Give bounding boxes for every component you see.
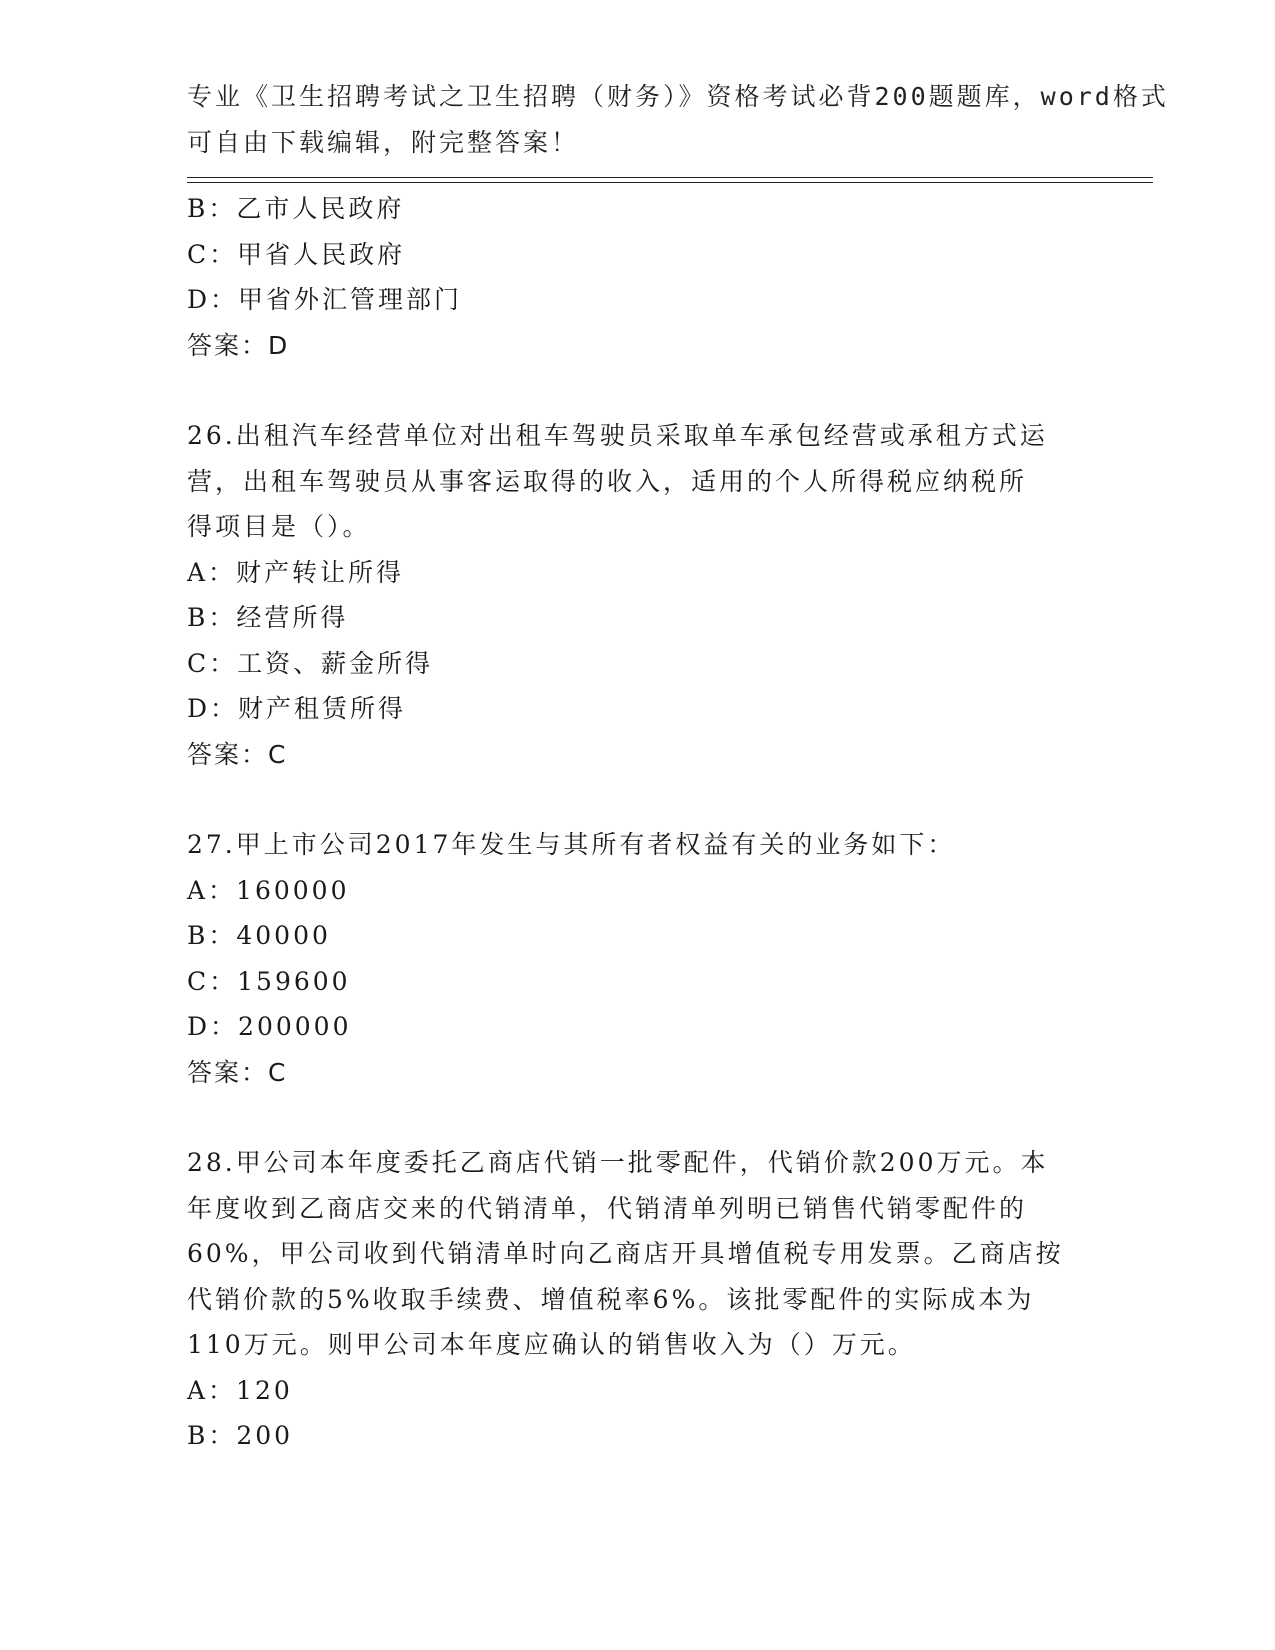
option-b: B：200 (187, 1421, 294, 1450)
question-27 (187, 822, 1087, 1095)
spacer (187, 368, 1087, 413)
header-divider-bottom (187, 182, 1153, 183)
option-b: B：乙市人民政府 (187, 194, 405, 223)
answer-line: 答案：C (187, 1057, 288, 1087)
option-b: B：经营所得 (187, 603, 349, 632)
question-stem-line: 27.甲上市公司2017年发生与其所有者权益有关的业务如下： (187, 830, 956, 859)
header-title-line-2: 可自由下载编辑，附完整答案！ (187, 127, 580, 157)
document-header (187, 74, 1169, 165)
option-d: D：200000 (187, 1012, 352, 1041)
option-a: A：120 (187, 1375, 293, 1405)
spacer (187, 777, 1087, 822)
question-stem-line: 得项目是（）。 (187, 512, 371, 541)
question-stem-line: 28.甲公司本年度委托乙商店代销一批零配件，代销价款200万元。本 (187, 1148, 1049, 1177)
question-26 (187, 413, 1087, 777)
option-b: B：40000 (187, 921, 331, 950)
question-stem-line: 年度收到乙商店交来的代销清单，代销清单列明已销售代销零配件的 (187, 1193, 1028, 1223)
option-a: A：160000 (187, 875, 350, 905)
answer-line: 答案：C (187, 739, 288, 769)
option-a: A：财产转让所得 (187, 557, 405, 587)
answer-line: 答案：D (187, 330, 290, 360)
question-28 (187, 1140, 1087, 1459)
header-divider-top (187, 177, 1153, 178)
option-c: C：甲省人民政府 (187, 239, 406, 269)
header-title-line-1: 专业《卫生招聘考试之卫生招聘（财务）》资格考试必背200题题库，word格式 (187, 82, 1169, 111)
question-stem-line: 110万元。则甲公司本年度应确认的销售收入为（）万元。 (187, 1330, 916, 1359)
question-stem-line: 60%，甲公司收到代销清单时向乙商店开具增值税专用发票。乙商店按 (187, 1239, 1064, 1268)
question-content (187, 186, 1087, 1459)
question-stem-line: 营，出租车驾驶员从事客运取得的收入，适用的个人所得税应纳税所 (187, 466, 1028, 496)
spacer (187, 1095, 1087, 1140)
question-stem-line: 26.出租汽车经营单位对出租车驾驶员采取单车承包经营或承租方式运 (187, 421, 1048, 450)
question-stem-line: 代销价款的5%收取手续费、增值税率6%。该批零配件的实际成本为 (187, 1284, 1035, 1314)
option-d: D：甲省外汇管理部门 (187, 285, 463, 314)
question-25 (187, 186, 1087, 368)
option-d: D：财产租赁所得 (187, 694, 407, 723)
option-c: C：工资、薪金所得 (187, 648, 434, 678)
option-c: C：159600 (187, 966, 351, 996)
